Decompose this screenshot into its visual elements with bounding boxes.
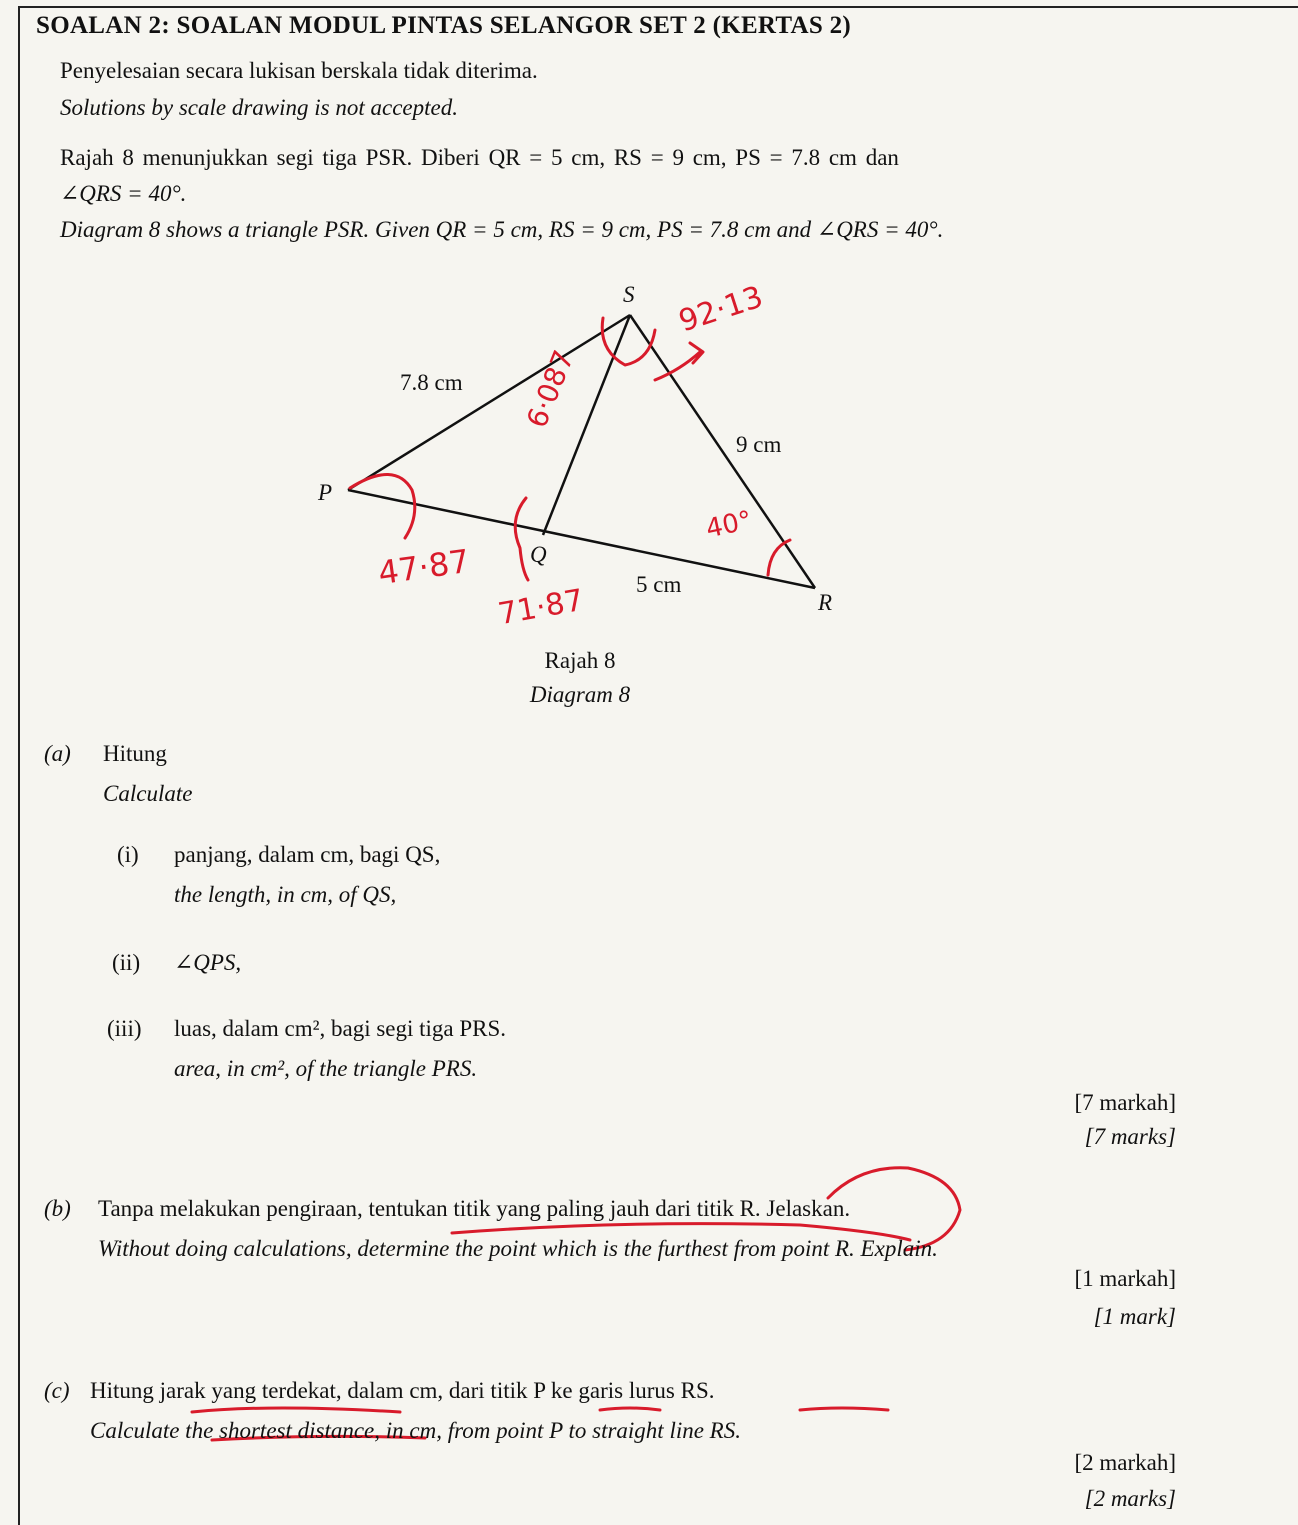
handwritten-angle-s: 92·13 [674,279,768,340]
angle-q-arc [515,498,528,580]
part-c-malay: Hitung jarak yang terdekat, dalam cm, dari titik P ke garis lurus RS. [90,1378,715,1403]
part-c-marks-malay: [2 markah] [1074,1450,1176,1475]
part-a-i-malay: panjang, dalam cm, bagi QS, [174,842,441,867]
part-a-iii-number: (iii) [107,1016,142,1041]
underline-c1 [192,1408,400,1412]
part-b-marks-english: [1 mark] [1093,1304,1176,1329]
side-rs-length: 9 cm [736,432,782,457]
part-c-label: (c) [44,1378,70,1403]
handwritten-annotations [192,318,960,1440]
intro-english: Diagram 8 shows a triangle PSR. Given QR = 5 cm, RS = 9 cm, PS = 7.8 cm and ∠QRS = 40°. [60,217,944,242]
handwritten-angle-p: 47·87 [375,541,472,593]
handwritten-angle-q: 71·87 [495,582,587,633]
part-a-i-number: (i) [117,842,139,867]
part-a-i-english: the length, in cm, of QS, [174,882,397,907]
part-a-iii-malay: luas, dalam cm², bagi segi tiga PRS. [174,1016,507,1041]
angle-p-arc [350,474,415,538]
part-a-instruction-english: Calculate [103,781,193,806]
underline-c2 [600,1408,660,1410]
part-a-ii-text: ∠QPS, [174,950,242,975]
note-malay: Penyelesaian secara lukisan berskala tidak diterima. [60,58,538,83]
part-a-marks-malay: [7 markah] [1074,1090,1176,1115]
part-a-iii-english: area, in cm², of the triangle PRS. [174,1056,478,1081]
underline-c3 [800,1408,888,1410]
question-title: SOALAN 2: SOALAN MODUL PINTAS SELANGOR SET 2 (KERTAS 2) [36,12,852,39]
part-a-marks-english: [7 marks] [1084,1124,1176,1149]
vertex-r-label: R [818,590,833,615]
handwritten-angle-r: 40° [703,505,755,545]
handwritten-length-qs: 6·087 [520,345,581,433]
part-c-english: Calculate the shortest distance, in cm, from point P to straight line RS. [90,1418,741,1443]
diagram-caption-malay: Rajah 8 [544,648,616,673]
part-b-english: Without doing calculations, determine the point which is the furthest from point R. Explain. [98,1236,938,1261]
side-ps-length: 7.8 cm [400,370,463,395]
intro-malay-line1: Rajah 8 menunjukkan segi tiga PSR. Diberi QR = 5 cm, RS = 9 cm, PS = 7.8 cm dan [60,145,899,170]
part-b-malay: Tanpa melakukan pengiraan, tentukan titik yang paling jauh dari titik R. Jelaskan. [98,1196,851,1221]
intro-malay-line2: ∠QRS = 40°. [60,181,187,206]
vertex-p-label: P [318,480,333,505]
note-english: Solutions by scale drawing is not accepted. [60,95,458,120]
vertex-s-label: S [623,282,635,307]
side-qr-length: 5 cm [636,572,682,597]
diagram-caption-english: Diagram 8 [529,682,631,707]
side-ps-line [348,315,630,490]
part-c-marks-english: [2 marks] [1084,1486,1176,1511]
part-b-marks-malay: [1 markah] [1074,1266,1176,1291]
part-a-instruction-malay: Hitung [103,741,167,766]
side-sr-line [630,315,815,588]
part-a-label: (a) [44,741,71,766]
part-b-label: (b) [44,1196,71,1221]
vertex-q-label: Q [530,542,547,567]
part-a-ii-number: (ii) [112,950,141,975]
